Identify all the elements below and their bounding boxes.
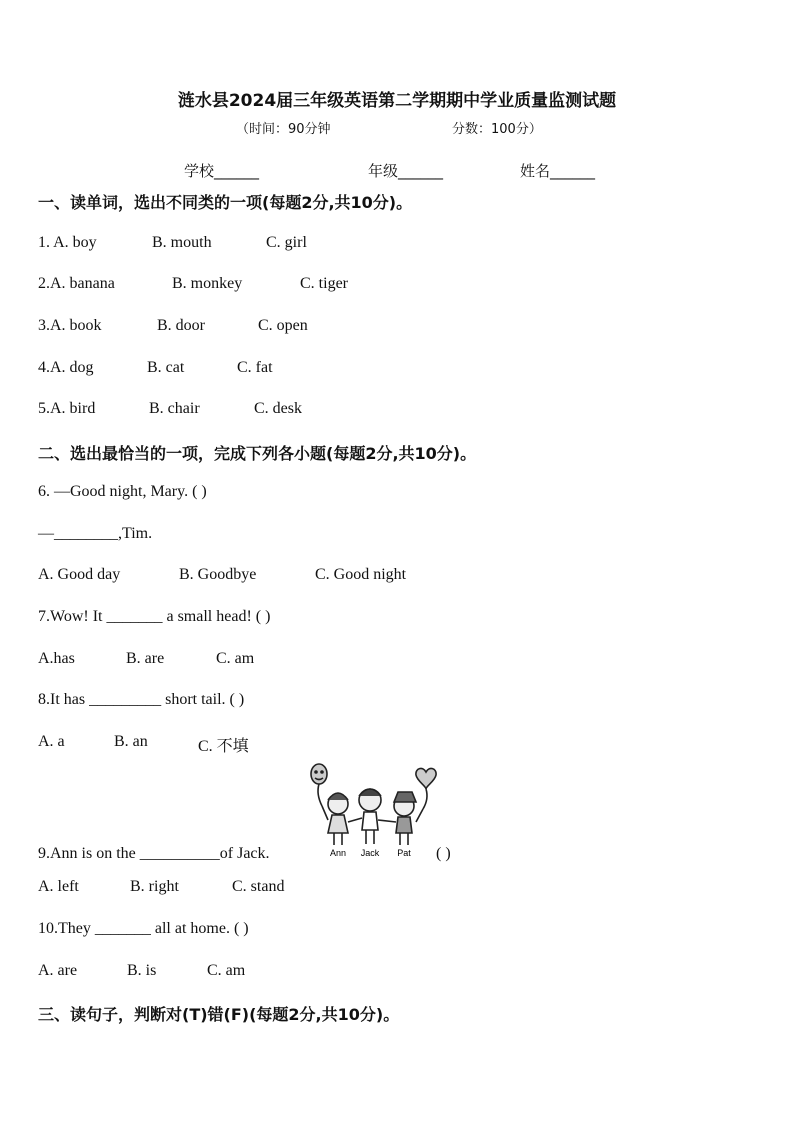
q10-stem: 10.They _______ all at home. ( ) xyxy=(38,920,249,937)
exam-time: （时间：90分钟 xyxy=(236,122,331,137)
q8-a: A. a xyxy=(38,733,65,750)
q7-a: A.has xyxy=(38,650,75,667)
q6-b: B. Goodbye xyxy=(179,566,257,583)
q10-a: A. are xyxy=(38,962,78,979)
label-ann: Ann xyxy=(329,848,347,858)
q7-c: C. am xyxy=(216,650,255,667)
q1-b: B. mouth xyxy=(152,234,212,251)
q10-b: B. is xyxy=(127,962,157,979)
q8-c: C. 不填 xyxy=(198,738,249,755)
q5-a: 5.A. bird xyxy=(38,400,96,417)
q9-b: B. right xyxy=(130,878,179,895)
q5-b: B. chair xyxy=(149,400,200,417)
section3-title: 三、读句子，判断对(T)错(F)(每题2分,共10分)。 xyxy=(38,1005,400,1024)
exam-score: 分数：100分） xyxy=(452,122,542,137)
label-pat: Pat xyxy=(397,848,411,858)
q7-b: B. are xyxy=(126,650,165,667)
q2-b: B. monkey xyxy=(172,275,243,292)
page-title: 涟水县2024届三年级英语第二学期期中学业质量监测试题 xyxy=(177,91,617,111)
q3-c: C. open xyxy=(258,317,308,334)
q7-stem: 7.Wow! It _______ a small head! ( ) xyxy=(38,608,271,625)
q6-line2: —________,Tim. xyxy=(38,525,153,542)
grade-field[interactable]: 年级______ xyxy=(368,162,444,180)
q2-a: 2.A. banana xyxy=(38,275,115,292)
q4-c: C. fat xyxy=(237,359,273,376)
kids-illustration xyxy=(302,760,442,860)
name-field[interactable]: 姓名______ xyxy=(520,162,596,180)
q5-c: C. desk xyxy=(254,400,302,417)
q4-a: 4.A. dog xyxy=(38,359,94,376)
q6-c: C. Good night xyxy=(315,566,407,583)
q1-a: 1. A. boy xyxy=(38,234,97,251)
balloon-icon xyxy=(311,764,327,784)
q6-line1: 6. —Good night, Mary. ( ) xyxy=(38,483,207,500)
q9-stem: 9.Ann is on the __________of Jack. xyxy=(38,845,270,862)
q3-b: B. door xyxy=(157,317,205,334)
q8-b: B. an xyxy=(114,733,148,750)
q10-c: C. am xyxy=(207,962,246,979)
label-jack: Jack xyxy=(360,848,380,858)
heart-balloon-icon xyxy=(416,768,436,789)
section2-title: 二、选出最恰当的一项，完成下列各小题(每题2分,共10分)。 xyxy=(38,444,477,463)
q6-a: A. Good day xyxy=(38,566,121,583)
school-field[interactable]: 学校______ xyxy=(184,162,260,180)
q3-a: 3.A. book xyxy=(38,317,102,334)
q4-b: B. cat xyxy=(147,359,185,376)
section1-title: 一、读单词，选出不同类的一项(每题2分,共10分)。 xyxy=(38,193,413,212)
q1-c: C. girl xyxy=(266,234,307,251)
q9-paren: ( ) xyxy=(436,845,451,862)
q2-c: C. tiger xyxy=(300,275,348,292)
q9-c: C. stand xyxy=(232,878,285,895)
q9-a: A. left xyxy=(38,878,79,895)
q8-stem: 8.It has _________ short tail. ( ) xyxy=(38,691,245,708)
